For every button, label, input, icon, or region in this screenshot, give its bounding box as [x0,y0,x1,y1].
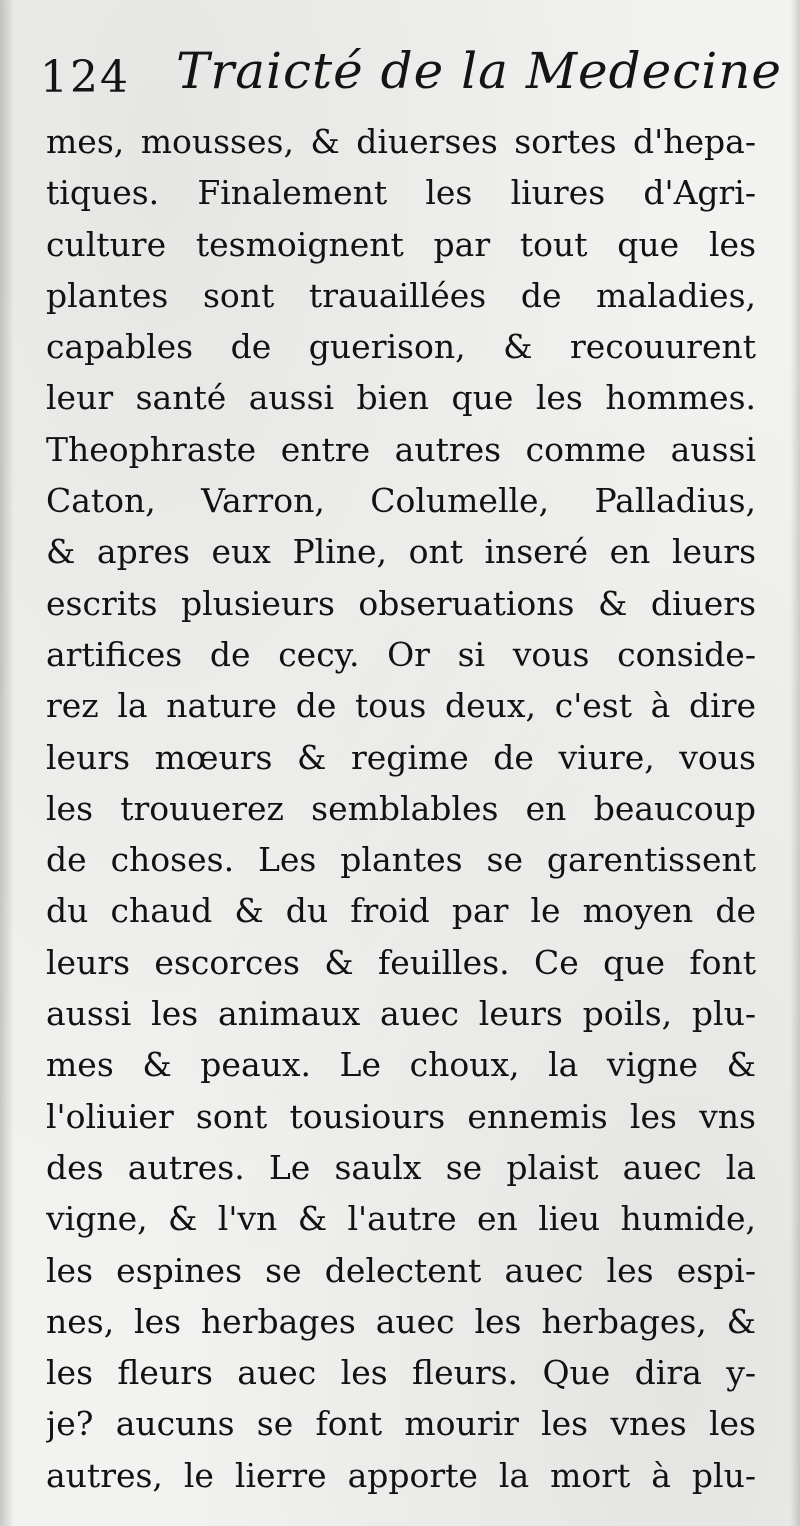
text-line: mes & peaux. Le choux, la vigne & [46,1045,756,1085]
page-edge-shadow-left [0,0,14,1526]
text-line: autres, le lierre apporte la mort à plu- [46,1455,756,1495]
page-edge-shadow-right [790,0,800,1526]
text-line: mes, mousses, & diuerses sortes d'hepa- [46,122,756,161]
text-line: de choses. Les plantes se garentissent [46,840,756,880]
page-header [40,42,782,112]
text-line: nes, les herbages auec les herbages, & [46,1301,756,1341]
text-line: culture tesmoignent par tout que les [46,224,756,264]
text-line: les trouuerez semblables en beaucoup [46,788,756,828]
text-line: leurs escorces & feuilles. Ce que font [46,942,756,982]
text-line: aussi les animaux auec leurs poils, plu- [46,994,756,1034]
running-title: Traicté de la Medecine [176,42,782,100]
text-line: les fleurs auec les fleurs. Que dira y- [46,1353,756,1393]
text-line: l'oliuier sont tousiours ennemis les vns [46,1096,756,1136]
text-line: artifices de cecy. Or si vous conside- [46,634,756,674]
text-line: Theophraste entre autres comme aussi [46,429,756,469]
text-line: leur santé aussi bien que les hommes. [46,378,756,418]
text-line: & apres eux Pline, ont inseré en leurs [46,532,756,572]
text-line: du chaud & du froid par le moyen de [46,891,756,931]
body-text [46,116,756,1501]
text-line: plantes sont trauaillées de maladies, [46,275,756,315]
text-line: capables de guerison, & recouurent [46,327,756,367]
text-line: leurs mœurs & regime de viure, vous [46,737,756,777]
text-line: rez la nature de tous deux, c'est à dire [46,686,756,726]
text-line: les espines se delectent auec les espi- [46,1250,756,1290]
text-line: des autres. Le saulx se plaist auec la [46,1147,756,1187]
text-line: Caton, Varron, Columelle, Palladius, [46,481,756,521]
text-line: je? aucuns se font mourir les vnes les [46,1404,756,1444]
text-line: vigne, & l'vn & l'autre en lieu humide, [46,1199,756,1239]
page-number: 124 [40,52,130,103]
text-line: tiques. Finalement les liures d'Agri- [46,173,756,213]
text-line: escrits plusieurs obseruations & diuers [46,583,756,623]
